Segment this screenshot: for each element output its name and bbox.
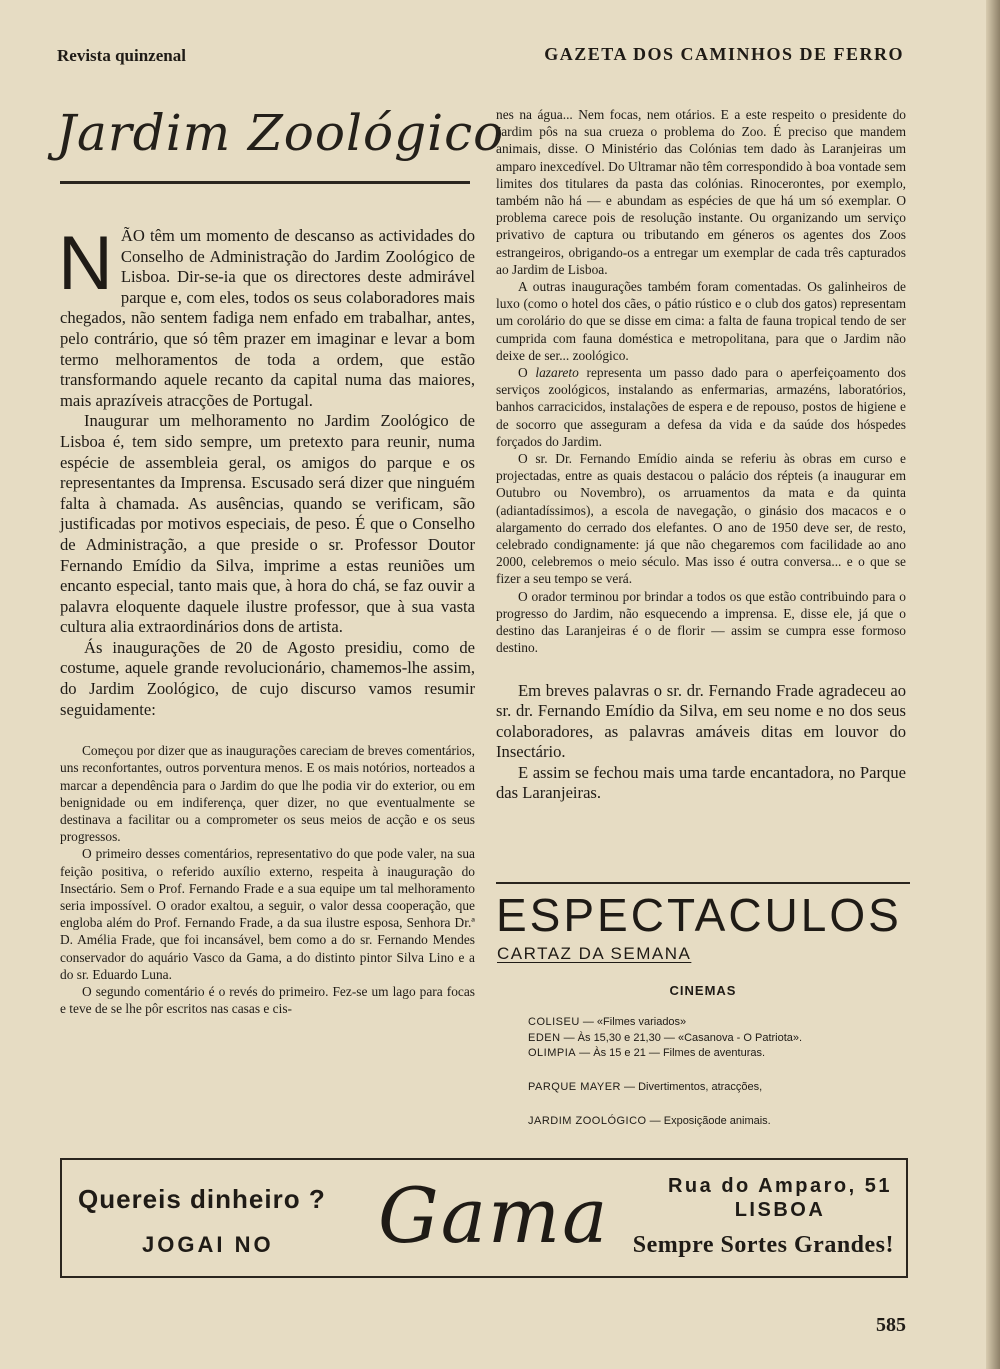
header-magazine-title: GAZETA DOS CAMINHOS DE FERRO bbox=[544, 44, 904, 64]
speech-paragraph-4: A outras inaugurações também foram comentadas. Os galinheiros de luxo (como o hotel dos cães, o pátio rústico e o club dos gatos) representam um corolário do que se disse em cima: a falta de fauna tropical tendo de ser cumprida com fauna doméstica e metropolitana, para que o Jardim não deixe de ser... zoológico. bbox=[496, 279, 906, 363]
gama-advertisement bbox=[60, 1158, 908, 1278]
title-underline bbox=[60, 181, 470, 184]
page-number: 585 bbox=[876, 1314, 906, 1336]
cinemas-heading: CINEMAS bbox=[669, 983, 737, 998]
listing-name: OLIMPIA bbox=[528, 1047, 577, 1059]
listing-detail: — Divertimentos, atracções, bbox=[621, 1081, 763, 1093]
speech-paragraph-5-rest: representa um passo dado para o aperfeiçoamento dos serviços zoológicos, instalando as enfermarias, armazéns, laboratórios, banhos carracicidos, instalações de espera e de repouso, postos de higiene e de socorro que asseguram a defesa da vida e da saúde dos hóspedes forçados do Jardim. bbox=[496, 365, 906, 449]
listing-name: EDEN bbox=[528, 1032, 561, 1044]
listing-name: COLISEU bbox=[528, 1016, 580, 1028]
listing-eden bbox=[528, 1032, 802, 1044]
speech-paragraph-5 bbox=[496, 364, 906, 450]
ad-address-street: Rua do Amparo, 51 bbox=[667, 1175, 892, 1197]
intro-paragraph-3: Ás inaugurações de 20 de Agosto presidiu, como de costume, aquele grande revolucionário, chamemos-lhe assim, do Jardim Zoológico, de cujo discurso vamos resumir seguidamente: bbox=[60, 637, 475, 719]
article-right-column bbox=[496, 106, 906, 804]
speech-paragraph-3-continued: nes na água... Nem focas, nem otários. E a este respeito o presidente do Jardim pôs na sua crueza o problema do Zoo. É preciso que mandem animais, disse. O Ministério das Colónias tem dado às Laranjeiras um amparo inexcedível. Do Ultramar não têm correspondido à boa vontade sem limites dos titulares da pasta das colónias. Rinocerontes, por exemplo, também não há — e abundam as espécies de que há um só exemplar. O problema carece pois de resolução instante. Ou organizando um serviço privativo de captura ou tributando em géneros os agentes dos Zoos estrangeiros, obrigando-os a entregar um exemplar de cada três capturados ao Jardim de Lisboa. bbox=[496, 107, 906, 277]
listing-detail: — Exposiçãode animais. bbox=[646, 1115, 771, 1127]
speech-paragraph-6: O sr. Dr. Fernando Emídio ainda se referiu às obras em curso e projectadas, entre as quais destacou o palácio dos répteis (a inaugurar em Outubro ou Novembro), os arruamentos da mata e da quinta (adiantadíssimos), a escola de navegação, o ginásio dos macacos e o alargamento do cerrado dos elefantes. O ano de 1950 deve ser, de resto, celebrado condignamente: já que não chegaremos com facilidade ao ano 2000, celebremos o meio século. Mas isso é outra conversa... e o que se fizer a seu tempo se verá. bbox=[496, 451, 906, 587]
intro-paragraph-2: Inaugurar um melhoramento no Jardim Zoológico de Lisboa é, tem sido sempre, um pretexto para reunir, numa espécie de assembleia geral, os amigos do parque e os representantes da Imprensa. Escusado será dizer que ninguém falta à chamada. As ausências, quando se verificam, são justificadas por motivos especiais, de peso. É que o Conselho de Administração, a que preside o sr. Professor Doutor Fernando Emídio da Silva, imprime a estas reuniões um encanto especial, tanto mais que, à hora do chá, se faz ouvir a palavra eloquente daquele ilustre professor, que à sua vasta cultura alia extraordinários dons de artista. bbox=[60, 411, 475, 637]
listing-name: JARDIM ZOOLÓGICO bbox=[528, 1115, 647, 1127]
speech-paragraph-7: O orador terminou por brindar a todos os que estão contribuindo para o progresso do Jardim, não esquecendo a imprensa. E, disse ele, já que o destino das Laranjeiras é o de florir — assim se cumpra esse formoso destino. bbox=[496, 588, 906, 656]
closing-paragraph-1: Em breves palavras o sr. dr. Fernando Frade agradeceu ao sr. dr. Fernando Emídio da Silva, em seu nome e no dos seus colaboradores, as palavras amáveis ditas em louvor do Insectário. bbox=[496, 680, 906, 762]
intro-paragraph-1 bbox=[58, 221, 475, 411]
page-edge-shadow bbox=[986, 0, 1000, 1369]
closing-paragraph-2: E assim se fechou mais uma tarde encantadora, no Parque das Laranjeiras. bbox=[496, 762, 906, 803]
listing-detail: — «Filmes variados» bbox=[579, 1016, 687, 1028]
ad-slogan: Sempre Sortes Grandes! bbox=[632, 1232, 894, 1258]
speech-paragraph-2: O primeiro desses comentários, representativo do que pode valer, na sua feição positiva, o referido auxílio externo, respeita à inauguração do Insectário. Sem o Prof. Fernando Frade e a sua equipe um tal melhoramento seria impossível. O orador exaltou, a seguir, o valor dessa cooperação, que engloba além do Prof. Fernando Frade, a da sua ilustre esposa, Senhora Dr.ª D. Amélia Frade, que foi incansável, bem como a do sr. Fernando Mendes conservador do aquário Vasco da Gama, a do distinto pintor Silva Lino e a do sr. Eduardo Luna. bbox=[60, 846, 475, 982]
listing-olimpia bbox=[528, 1047, 765, 1059]
listing-detail: — Às 15,30 e 21,30 — «Casanova - O Patriota». bbox=[560, 1032, 803, 1044]
gama-logo: Gama bbox=[378, 1171, 610, 1260]
listing-coliseu bbox=[528, 1016, 686, 1028]
article-left-column bbox=[58, 221, 475, 1018]
closing-paragraphs bbox=[496, 681, 906, 805]
speech-summary-left bbox=[60, 742, 475, 1017]
section-separator bbox=[496, 882, 910, 884]
ad-address bbox=[668, 1174, 892, 1222]
article-title: Jardim Zoológico bbox=[56, 104, 505, 162]
listing-detail: — Às 15 e 21 — Filmes de aventuras. bbox=[576, 1047, 766, 1059]
speech-paragraph-1: Começou por dizer que as inaugurações careciam de breves comentários, uns reconfortantes, outros porventura menos. E os mais notórios, norteados a marcar a dependência para o Jardim do que lhe podia vir do exterior, ou em benignidade ou em indiferença, quer dizer, no que eventualmente se destinava a facilitar ou a comprometer os seus meios de acção e os seus progressos. bbox=[60, 743, 475, 845]
speech-paragraph-5-lead: O bbox=[518, 365, 536, 381]
drop-cap: N bbox=[58, 221, 113, 306]
listing-parque-mayer bbox=[528, 1081, 762, 1093]
listing-name: PARQUE MAYER bbox=[528, 1081, 621, 1093]
ad-address-city: LISBOA bbox=[734, 1199, 826, 1221]
ad-call-to-action: JOGAI NO bbox=[142, 1232, 274, 1257]
intro-paragraph-1-text: ÃO têm um momento de descanso as actividades do Conselho de Administração do Jardim Zoológico de Lisboa. Dir-se-ia que os directores deste admirável parque e, com eles, todos os seus colaboradores mais chegados, não sentem fadiga nem enfado em trabalhar, antes, pelo contrário, que só têm prazer em imaginar e levar a bom termo melhoramentos de toda a ordem, que estão transformando aquele recanto da capital numa das maiores, mais aprazíveis atracções de Portugal. bbox=[60, 226, 475, 410]
header-publication-frequency: Revista quinzenal bbox=[57, 46, 186, 65]
listing-jardim-zoologico bbox=[528, 1115, 771, 1127]
espectaculos-heading: ESPECTACULOS bbox=[496, 889, 902, 941]
speech-paragraph-3: O segundo comentário é o revés do primeiro. Fez-se um lago para focas e teve de se lhe pôr escritos nas casas e cis- bbox=[60, 984, 475, 1017]
lazareto-term: lazareto bbox=[535, 365, 579, 381]
ad-question: Quereis dinheiro ? bbox=[78, 1184, 326, 1214]
cartaz-subheading: CARTAZ DA SEMANA bbox=[497, 944, 692, 963]
